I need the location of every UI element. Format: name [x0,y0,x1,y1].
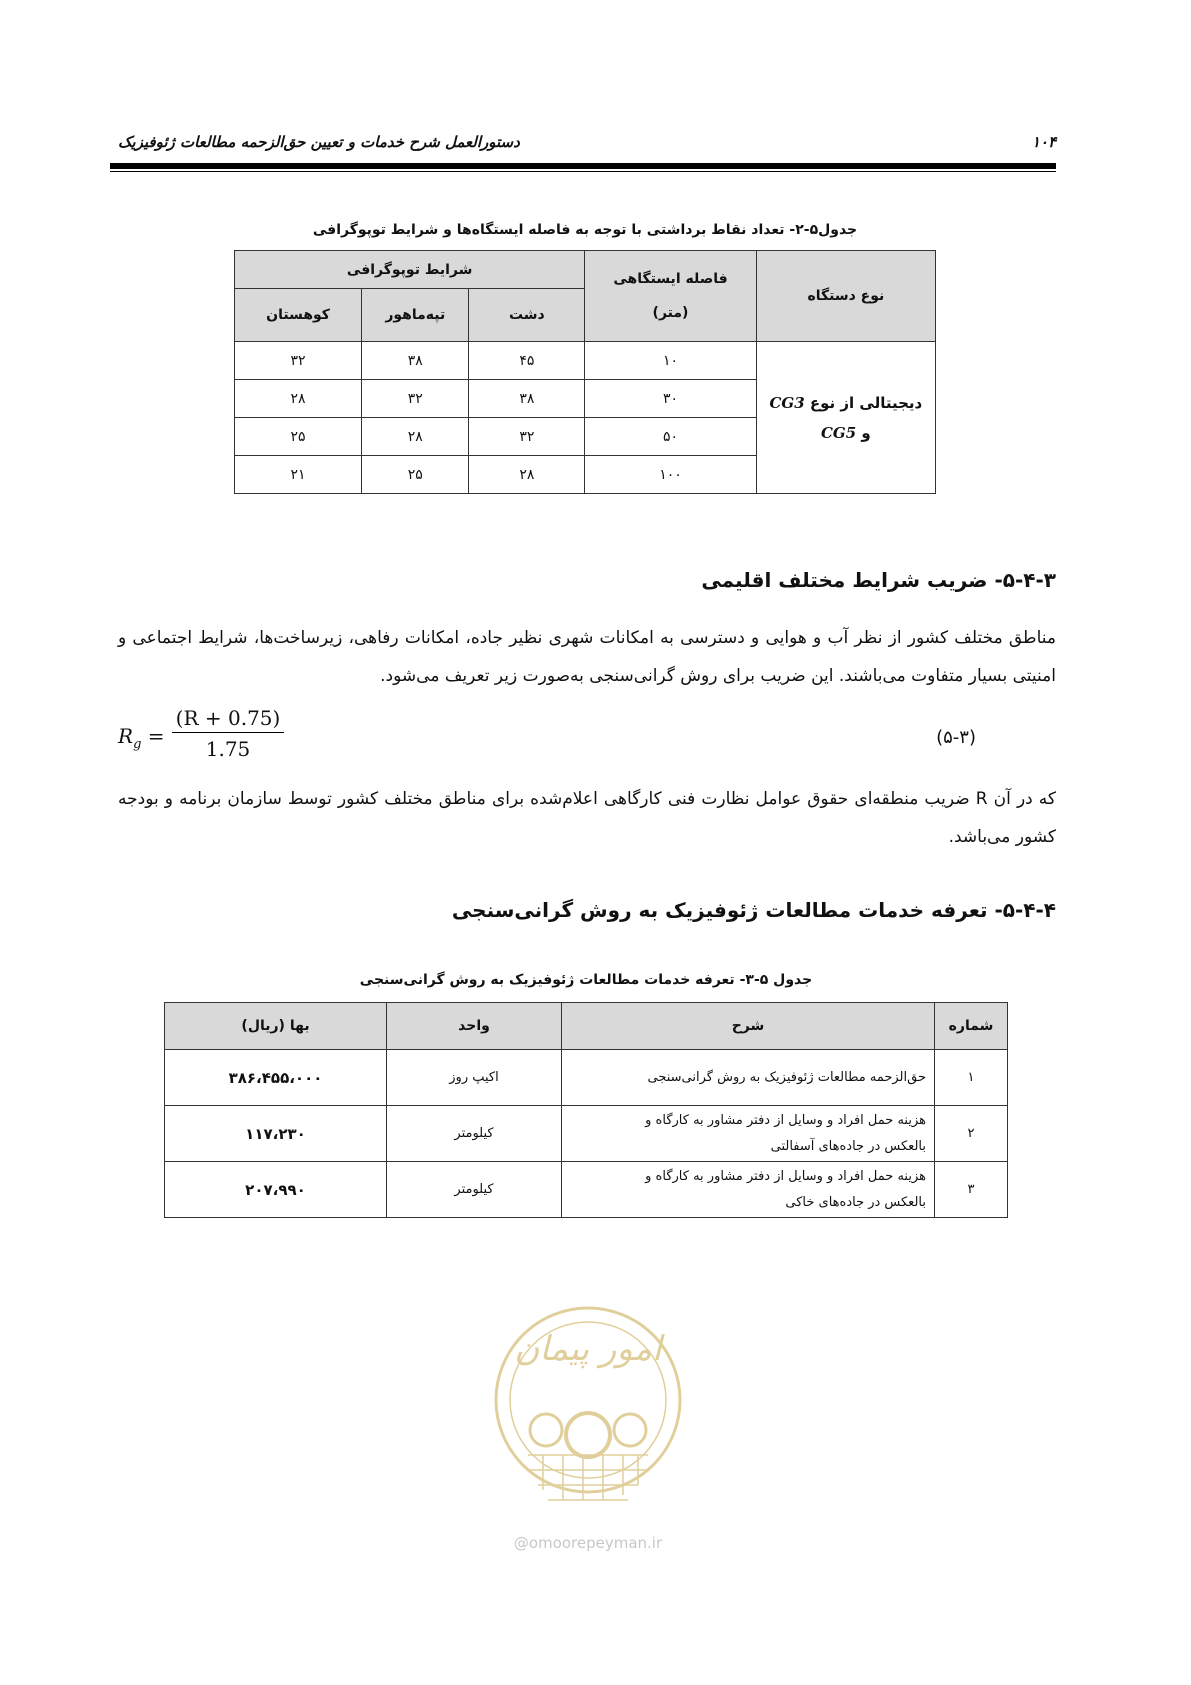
cell-plain: ۴۵ [469,342,585,380]
cell-number: ۱ [935,1050,1008,1106]
table-row [165,1050,1008,1106]
cell-number: ۲ [935,1106,1008,1162]
header-distance-line2: (متر) [652,305,689,321]
cell-unit: اکیپ روز [387,1050,562,1106]
cell-hills: ۲۵ [362,456,469,494]
cell-description: هزینه حمل افراد و وسایل از دفتر مشاور به کارگاه و بالعکس در جاده‌های آسفالتی [562,1106,935,1162]
table-row [165,1162,1008,1218]
table1-caption: جدول۵-۲- تعداد نقاط برداشتی با توجه به فاصله ایستگاه‌ها و شرایط توپوگرافی [312,222,858,238]
section1-paragraph1: مناطق مختلف کشور از نظر آب و هوایی و دسترسی به امکانات شهری نظیر جاده، امکانات رفاهی، زیرساخت‌ها، شرایط اجتماعی و امنیتی بسیار متفاوت می‌باشند. این ضریب برای روش گرانی‌سنجی به‌صورت زیر تعریف می‌شود. [118,628,1056,686]
table2-caption: جدول ۵-۳- تعرفه خدمات مطالعات ژئوفیزیک به روش گرانی‌سنجی [359,972,813,988]
header-distance [585,251,756,342]
device-code1: CG3 [769,393,805,412]
header-plain: دشت [469,289,585,342]
formula-lhs: $R_g$ = [118,724,165,752]
cell-mountain: ۲۵ [235,418,362,456]
cell-plain: ۳۲ [469,418,585,456]
watermark-logo [488,1290,688,1560]
section1-paragraph2: که در آن R ضریب منطقه‌ای حقوق عوامل نظارت فنی کارگاهی اعلام‌شده برای مناطق مختلف کشور توسط سازمان برنامه و بودجه کشور می‌باشد. [118,789,1057,847]
cell-price: ۳۸۶،۴۵۵،۰۰۰ [165,1050,387,1106]
cell-distance: ۳۰ [585,380,756,418]
header-device: نوع دستگاه [756,251,935,342]
device-cell [756,342,935,494]
header-title: دستورالعمل شرح خدمات و تعیین حق‌الزحمه مطالعات ژئوفیزیک [118,133,520,151]
cell-hills: ۲۸ [362,418,469,456]
table-row [165,1106,1008,1162]
device-line2: و [861,423,871,442]
header-distance-line1: فاصله ایستگاهی [613,271,728,287]
cell-price: ۲۰۷،۹۹۰ [165,1162,387,1218]
header-mountain: کوهستان [235,289,362,342]
watermark-brand: امور پیمان [514,1329,662,1369]
header-price: بها (ریال) [165,1003,387,1050]
device-line1: دیجیتالی از نوع [809,393,923,412]
table1 [234,250,936,494]
cell-number: ۳ [935,1162,1008,1218]
section-heading-tariff: ۵-۴-۴- تعرفه خدمات مطالعات ژئوفیزیک به روش گرانی‌سنجی [451,898,1056,922]
cell-plain: ۳۸ [469,380,585,418]
header-topography: شرایط توپوگرافی [235,251,585,289]
formula-fraction [172,706,284,761]
cell-unit: کیلومتر [387,1106,562,1162]
header-description: شرح [562,1003,935,1050]
header-number: شماره [935,1003,1008,1050]
cell-hills: ۳۸ [362,342,469,380]
formula-denominator: 1.75 [205,737,251,761]
cell-unit: کیلومتر [387,1162,562,1218]
cell-plain: ۲۸ [469,456,585,494]
cell-description: هزینه حمل افراد و وسایل از دفتر مشاور به کارگاه و بالعکس در جاده‌های خاکی [562,1162,935,1218]
header-unit: واحد [387,1003,562,1050]
table-row [235,342,936,380]
header-hills: تپه‌ماهور [362,289,469,342]
device-code2: CG5 [820,423,857,442]
formula-numerator: (R + 0.75) [175,706,281,730]
section-heading-climate: ۵-۴-۳- ضریب شرایط مختلف اقلیمی [701,568,1056,592]
cell-distance: ۱۰۰ [585,456,756,494]
equation-number: (۵-۳) [936,727,976,748]
cell-price: ۱۱۷،۲۳۰ [165,1106,387,1162]
watermark-site: @omoorepeyman.ir [513,1534,663,1552]
table2 [164,1002,1008,1218]
cell-distance: ۵۰ [585,418,756,456]
cell-distance: ۱۰ [585,342,756,380]
cell-mountain: ۳۲ [235,342,362,380]
cell-hills: ۳۲ [362,380,469,418]
header-rule [110,163,1056,169]
page-number: ۱۰۴ [1031,133,1056,151]
cell-mountain: ۲۱ [235,456,362,494]
cell-mountain: ۲۸ [235,380,362,418]
cell-description: حق‌الزحمه مطالعات ژئوفیزیک به روش گرانی‌سنجی [562,1050,935,1106]
header-rule-thin [110,171,1056,172]
